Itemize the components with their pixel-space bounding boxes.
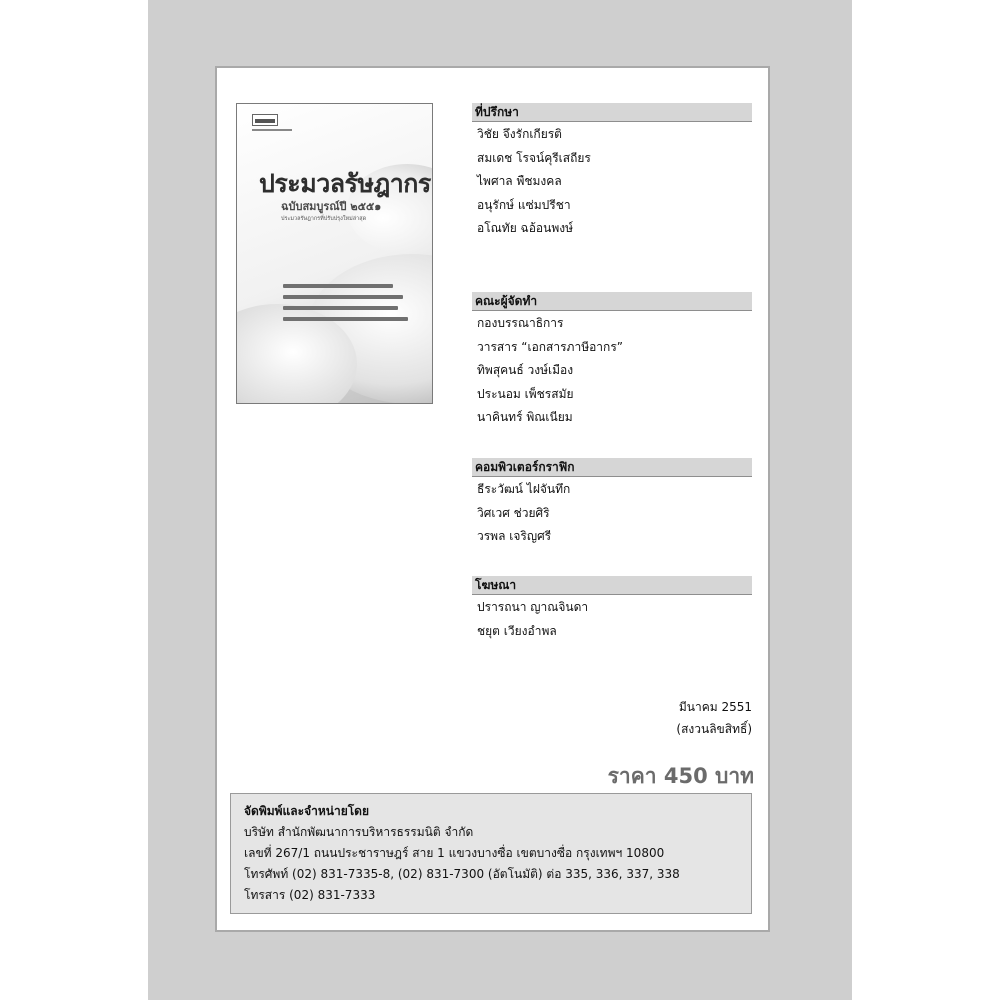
credit-name: ชยุต เวียงอำพล [477, 623, 557, 638]
credit-name: อนุรักษ์ แซ่มปรีชา [477, 197, 571, 212]
publisher-address: เลขที่ 267/1 ถนนประชาราษฎร์ สาย 1 แขวงบางซื่อ เขตบางซื่อ กรุงเทพฯ 10800 [244, 846, 665, 860]
credit-name: วิชัย จึงรักเกียรติ [477, 127, 562, 141]
cover-tagline: ประมวลรัษฎากรที่ปรับปรุงใหม่ล่าสุด [281, 216, 367, 222]
publisher-logo [252, 114, 278, 126]
publisher-company: บริษัท สำนักพัฒนาการบริหารธรรมนิติ จำกัด [244, 825, 474, 839]
credit-name: ประนอม เพ็ชรสมัย [477, 386, 574, 401]
credit-name: ไพศาล พืชมงคล [477, 174, 562, 188]
section-editorial-team [472, 292, 752, 430]
cover-bullet-line [283, 317, 408, 321]
copyright-notice: (สงวนลิขสิทธิ์) [676, 722, 752, 736]
publisher-phone: โทรศัพท์ (02) 831-7335-8, (02) 831-7300 (อัตโนมัติ) ต่อ 335, 336, 337, 338 [244, 867, 680, 881]
cover-bullet-line [283, 295, 403, 299]
credit-name: วิศเวศ ช่วยศิริ [477, 505, 550, 520]
credit-name: นาคินทร์ พิณเนียม [477, 410, 573, 424]
publisher-heading: จัดพิมพ์และจำหน่ายโดย [244, 804, 370, 818]
book-cover [236, 103, 433, 404]
section-heading: คอมพิวเตอร์กราฟิก [472, 458, 752, 477]
publication-date: มีนาคม 2551 [678, 700, 752, 714]
section-heading: ที่ปรึกษา [472, 103, 752, 122]
credit-name: วารสาร “เอกสารภาษีอากร” [477, 339, 623, 354]
credit-name: สมเดช โรจน์คุรีเสถียร [477, 150, 591, 165]
credit-name: อโณทัย ฉอ้อนพงษ์ [477, 221, 574, 235]
credit-name: กองบรรณาธิการ [477, 316, 564, 330]
cover-subtitle: ฉบับสมบูรณ์ปี ๒๕๕๑ [281, 200, 382, 213]
credit-name: วรพล เจริญศรี [477, 529, 552, 543]
credit-name: ปรารถนา ญาณจินดา [477, 600, 589, 614]
publisher-info-box [230, 793, 752, 914]
publisher-fax: โทรสาร (02) 831-7333 [244, 888, 376, 902]
price-label: ราคา 450 บาท [607, 764, 754, 788]
publisher-logo-line [252, 129, 292, 131]
section-computer-graphics [472, 458, 752, 549]
section-heading: คณะผู้จัดทำ [472, 292, 752, 311]
cover-bullet-list [283, 284, 408, 328]
section-advisors [472, 103, 752, 241]
credit-name: ธีระวัฒน์ ไฝจันทึก [477, 482, 571, 496]
cover-title: ประมวลรัษฎากร [259, 169, 431, 198]
cover-bullet-line [283, 284, 393, 288]
section-advertising [472, 576, 752, 643]
cover-bullet-line [283, 306, 398, 310]
credit-name: ทิพสุคนธ์ วงษ์เมือง [477, 363, 574, 377]
section-heading: โฆษณา [472, 576, 752, 595]
